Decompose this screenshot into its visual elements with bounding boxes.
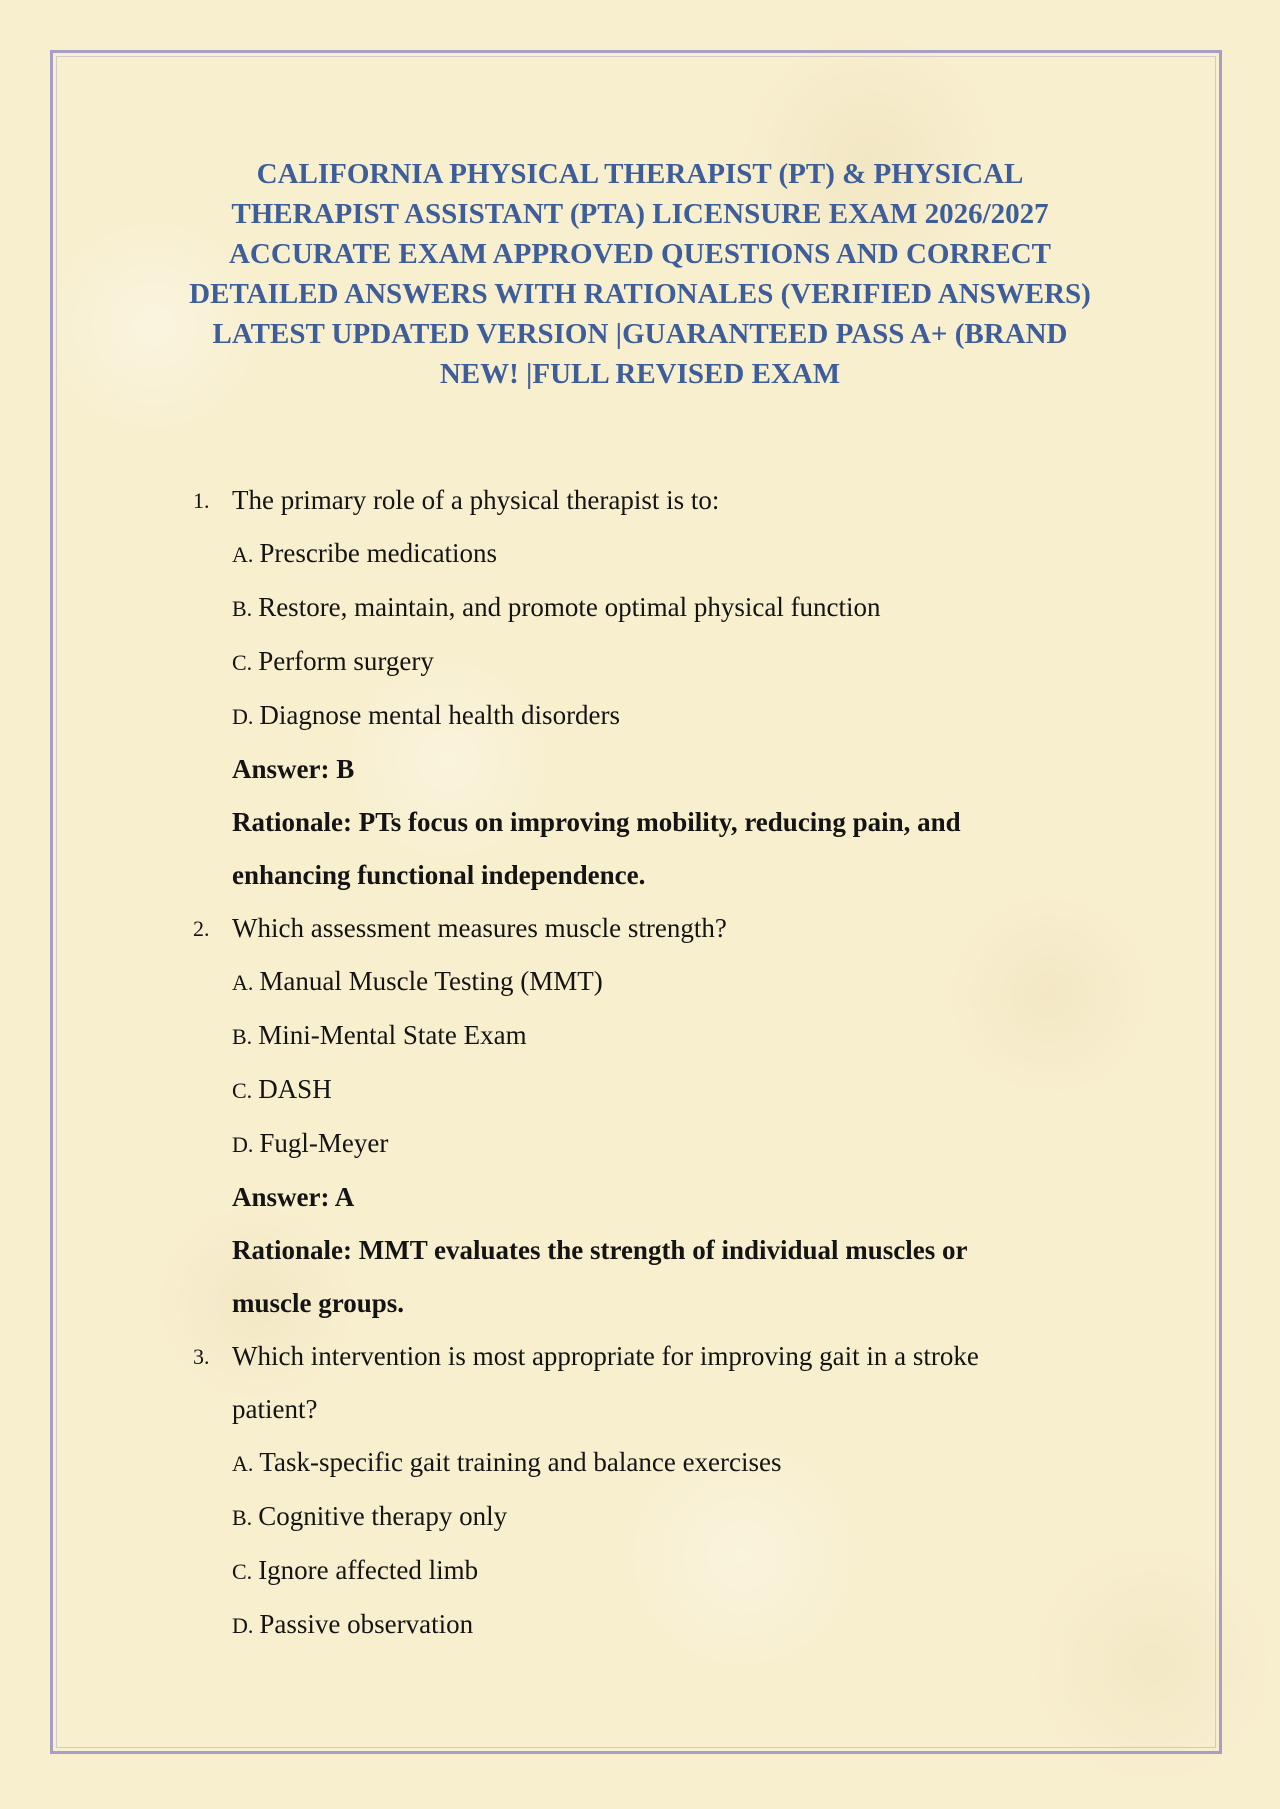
question-item: [0, 1330, 1280, 1652]
question-line: Which assessment measures muscle strength?: [232, 913, 727, 943]
answer-option: [0, 1598, 1280, 1652]
question-number: 3.: [193, 1344, 210, 1369]
option-text: Diagnose mental health disorders: [259, 700, 621, 730]
option-text: Perform surgery: [258, 646, 434, 676]
option-letter: C.: [232, 1559, 253, 1584]
title-line: CALIFORNIA PHYSICAL THERAPIST (PT) & PHYSICAL: [256, 158, 1024, 190]
answer-option: [0, 1117, 1280, 1171]
rationale-line: enhancing functional independence.: [232, 860, 646, 890]
option-text: Ignore affected limb: [258, 1555, 479, 1585]
rationale-line: Rationale: PTs focus on improving mobility, reducing pain, and: [232, 807, 961, 837]
answer-option: [0, 689, 1280, 743]
answer-key: Answer: B: [232, 754, 355, 784]
option-text: Cognitive therapy only: [258, 1501, 508, 1531]
title-line: NEW! |FULL REVISED EXAM: [439, 358, 841, 390]
answer-option: [0, 581, 1280, 635]
option-text: DASH: [258, 1074, 332, 1104]
option-letter: A.: [232, 1451, 254, 1476]
rationale-line: muscle groups.: [232, 1288, 405, 1318]
option-letter: A.: [232, 970, 254, 995]
answer-key: Answer: A: [232, 1182, 355, 1212]
question-item: [0, 474, 1280, 902]
option-text: Restore, maintain, and promote optimal physical function: [258, 592, 881, 622]
answer-option: [0, 635, 1280, 689]
question-line: The primary role of a physical therapist is to:: [232, 485, 720, 515]
title-line: THERAPIST ASSISTANT (PTA) LICENSURE EXAM 2026/2027: [231, 198, 1049, 230]
option-letter: B.: [232, 1505, 253, 1530]
option-text: Passive observation: [259, 1609, 474, 1639]
answer-option: [0, 955, 1280, 1009]
option-letter: B.: [232, 596, 253, 621]
option-letter: B.: [232, 1024, 253, 1049]
option-letter: D.: [232, 1132, 254, 1157]
answer-option: [0, 1490, 1280, 1544]
question-line: patient?: [232, 1394, 318, 1424]
question-line: Which intervention is most appropriate for improving gait in a stroke: [232, 1341, 979, 1371]
rationale-line: Rationale: MMT evaluates the strength of individual muscles or: [232, 1235, 968, 1265]
option-text: Manual Muscle Testing (MMT): [259, 966, 603, 996]
question-text: [0, 1330, 1132, 1383]
question-number: 1.: [193, 488, 210, 513]
option-letter: D.: [232, 1613, 254, 1638]
question-text: [0, 474, 1132, 527]
answer-option: [0, 1436, 1280, 1490]
option-text: Prescribe medications: [259, 538, 498, 568]
option-letter: C.: [232, 1078, 253, 1103]
title-line: ACCURATE EXAM APPROVED QUESTIONS AND CORRECT: [228, 238, 1051, 270]
question-text: [0, 902, 1132, 955]
question-text-continued: [0, 1383, 1132, 1436]
title-line: DETAILED ANSWERS WITH RATIONALES (VERIFIED ANSWERS): [189, 278, 1091, 310]
question-number: 2.: [193, 916, 210, 941]
option-text: Fugl-Meyer: [259, 1128, 389, 1158]
option-text: Task-specific gait training and balance exercises: [259, 1447, 782, 1477]
option-letter: D.: [232, 704, 254, 729]
option-text: Mini-Mental State Exam: [258, 1020, 527, 1050]
title-line: LATEST UPDATED VERSION |GUARANTEED PASS A+ (BRAND: [212, 318, 1068, 350]
answer-option: [0, 527, 1280, 581]
answer-option: [0, 1063, 1280, 1117]
answer-option: [0, 1544, 1280, 1598]
answer-option: [0, 1009, 1280, 1063]
option-letter: A.: [232, 542, 254, 567]
document-title: [140, 154, 1140, 394]
option-letter: C.: [232, 650, 253, 675]
question-list: [0, 474, 1280, 1652]
question-item: [0, 902, 1280, 1330]
